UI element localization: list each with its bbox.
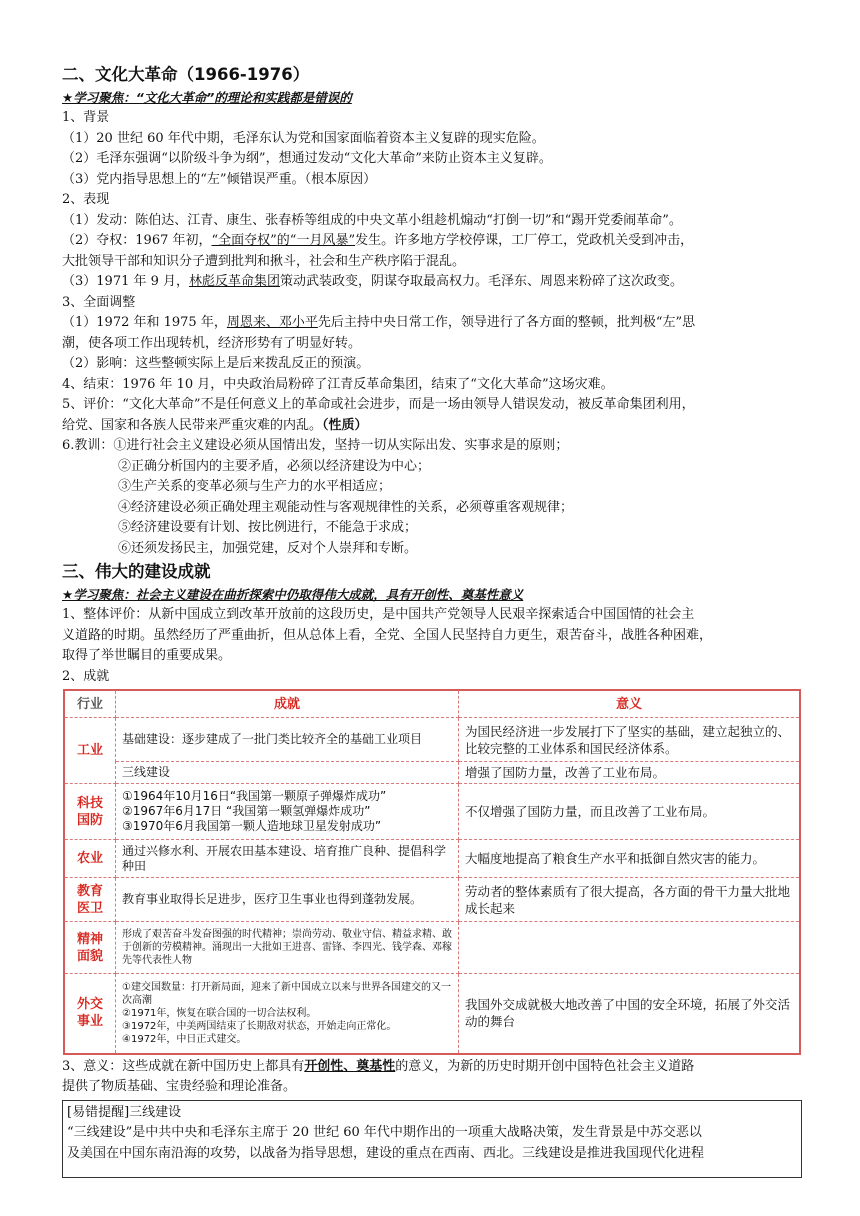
industry-cell: 科技国防 xyxy=(64,784,116,840)
background-item-2: （2）毛泽东强调“以阶级斗争为纲”，想通过发动“文化大革命”来防止资本主义复辟。 xyxy=(62,151,552,166)
achievement-cell: 三线建设 xyxy=(116,762,459,784)
achievement-line: ③1970年6月我国第一颗人造地球卫星发射成功” xyxy=(122,819,382,833)
achievement-cell xyxy=(116,784,459,840)
achievements-table xyxy=(63,689,801,1055)
table-header-row xyxy=(64,690,800,718)
table-row xyxy=(64,762,800,784)
heading-background: 1、背景 xyxy=(62,110,110,125)
study-focus-cultural-revolution: ★学习聚焦：“文化大革命”的理论和实践都是错误的 xyxy=(62,90,352,105)
achievements-heading: 2、成就 xyxy=(62,668,110,684)
section-title-cultural-revolution: 二、文化大革命（1966-1976） xyxy=(62,65,310,84)
achievement-cell: 形成了艰苦奋斗发奋图强的时代精神；崇尚劳动、敬业守信、精益求精、敢于创新的劳模精神。涌现出一大批如王进喜、雷锋、李四光、钱学森、邓稼先等代表性人物 xyxy=(116,922,459,974)
error-tip-box xyxy=(62,1100,802,1178)
ending-paragraph: 4、结束：1976 年 10 月，中央政治局粉碎了江青反革命集团，结束了“文化大革命”这场灾难。 xyxy=(62,376,614,392)
industry-cell: 农业 xyxy=(64,840,116,878)
table-row xyxy=(64,974,800,1054)
overall-evaluation-cont: 义道路的时期。虽然经历了严重曲折，但从总体上看，全党、全国人民坚持自力更生，艰苦奋斗，战胜各种困难， xyxy=(62,627,713,643)
achievement-cell: 基础建设：逐步建成了一批门类比较齐全的基础工业项目 xyxy=(116,718,459,762)
significance-cell: 劳动者的整体素质有了很大提高，各方面的骨干力量大批地成长起来 xyxy=(459,878,801,922)
table-row xyxy=(64,878,800,922)
achievement-cell: 教育事业取得长足进步，医疗卫生事业也得到蓬勃发展。 xyxy=(116,878,459,922)
significance-cell: 大幅度地提高了粮食生产水平和抵御自然灾害的能力。 xyxy=(459,840,801,878)
background-item-1: （1）20 世纪 60 年代中期，毛泽东认为党和国家面临着资本主义复辟的现实危险。 xyxy=(62,130,545,146)
header-industry: 行业 xyxy=(64,690,116,718)
significance-paragraph-cont: 提供了物质基础、宝贵经验和理论准备。 xyxy=(62,1079,297,1094)
linbiao-group-term: 林彪反革命集团 xyxy=(189,274,281,289)
achievement-line: ①建交国数量：打开新局面，迎来了新中国成立以来与世界各国建交的又一次高潮 xyxy=(122,981,451,1006)
january-storm-term: “全面夺权”的“一月风暴” xyxy=(211,233,356,248)
achievement-line: ①1964年10月16日“我国第一颗原子弹爆炸成功” xyxy=(122,789,387,803)
background-item-3: （3）党内指导思想上的“左”倾错误严重。（根本原因） xyxy=(62,171,377,187)
document-page xyxy=(62,62,802,1178)
significance-cell: 我国外交成就极大地改善了中国的安全环境，拓展了外交活动的舞台 xyxy=(459,974,801,1054)
achievement-cell xyxy=(116,974,459,1054)
achievement-cell: 通过兴修水利、开展农田基本建设、培育推广良种、提倡科学种田 xyxy=(116,840,459,878)
nature-label: （性质） xyxy=(322,417,368,433)
heading-adjustment: 3、全面调整 xyxy=(62,294,136,310)
significance-cell: 增强了国防力量，改善了工业布局。 xyxy=(459,762,801,784)
pioneering-term: 开创性、奠基性 xyxy=(304,1058,396,1074)
industry-cell: 外交事业 xyxy=(64,974,116,1054)
achievement-line: ②1967年6月17日 “我国第一颗氢弹爆炸成功” xyxy=(122,804,371,818)
header-significance: 意义 xyxy=(459,690,801,718)
lesson-item: ③生产关系的变革必须与生产力的水平相适应； xyxy=(118,479,392,494)
table-row xyxy=(64,718,800,762)
header-achievement: 成就 xyxy=(116,690,459,718)
adjustment-item-1-cont: 潮，使各项工作出现转机，经济形势有了明显好转。 xyxy=(62,335,362,351)
achievement-line: ③1972年，中美两国结束了长期敌对状态，开始走向正常化。 xyxy=(122,1020,397,1032)
manifestation-item-2-cont: 大批领导干部和知识分子遭到批判和揪斗，社会和生产秩序陷于混乱。 xyxy=(62,253,466,269)
lesson-item: ④经济建设必须正确处理主观能动性与客观规律性的关系，必须尊重客观规律； xyxy=(118,499,574,515)
significance-cell: 为国民经济进一步发展打下了坚实的基础，建立起独立的、比较完整的工业体系和国民经济体系。 xyxy=(459,718,801,762)
manifestation-item-2: （2）夺权：1967 年初，“全面夺权”的“一月风暴”发生。许多地方学校停课，工厂停工，党政机关受到冲击， xyxy=(62,233,694,248)
overall-evaluation-cont: 取得了举世瞩目的重要成果。 xyxy=(62,648,232,663)
error-tip-text: “三线建设”是中共中央和毛泽东主席于 20 世纪 60 年代中期作出的一项重大战略决策，发生背景是中苏交恶以 xyxy=(67,1125,702,1140)
evaluation-paragraph-cont: 给党、国家和各族人民带来严重灾难的内乱。（性质） xyxy=(62,417,368,433)
adjustment-item-2: （2）影响：这些整顿实际上是后来拨乱反正的预演。 xyxy=(62,356,370,371)
industry-cell: 工业 xyxy=(64,718,116,784)
manifestation-item-3: （3）1971 年 9 月，林彪反革命集团策动武装政变，阴谋夺取最高权力。毛泽东、周恩来粉碎了这次政变。 xyxy=(62,274,684,289)
evaluation-paragraph: 5、评价：“文化大革命”不是任何意义上的革命或社会进步，而是一场由领导人错误发动，被反革命集团利用， xyxy=(62,397,695,412)
error-tip-text-cont: 及美国在中国东南沿海的攻势，以战备为指导思想，建设的重点在西南、西北。三线建设是推进我国现代化进程 xyxy=(67,1145,705,1161)
industry-cell: 教育医卫 xyxy=(64,878,116,922)
significance-cell xyxy=(459,922,801,974)
overall-evaluation: 1、整体评价：从新中国成立到改革开放前的这段历史，是中国共产党领导人民艰辛探索适合中国国情的社会主 xyxy=(62,607,695,622)
lessons-heading: 6.教训：①进行社会主义建设必须从国情出发，坚持一切从实际出发、实事求是的原则； xyxy=(62,438,569,453)
significance-paragraph: 3、意义：这些成就在新中国历史上都具有开创性、奠基性的意义，为新的历史时期开创中国特色社会主义道路 xyxy=(62,1058,695,1074)
table-row xyxy=(64,840,800,878)
zhou-deng-term: 周恩来、邓小平 xyxy=(226,315,318,330)
industry-cell: 精神面貌 xyxy=(64,922,116,974)
lesson-item: ⑤经济建设要有计划、按比例进行，不能急于求成； xyxy=(118,520,418,535)
study-focus-construction: ★学习聚焦：社会主义建设在曲折探索中仍取得伟大成就，具有开创性、奠基性意义 xyxy=(62,587,524,602)
achievement-line: ④1972年，中日正式建交。 xyxy=(122,1033,247,1045)
section-title-construction: 三、伟大的建设成就 xyxy=(62,562,211,581)
error-tip-heading: [易错提醒]三线建设 xyxy=(67,1104,182,1120)
manifestation-item-1: （1）发动：陈伯达、江青、康生、张春桥等组成的中央文革小组趁机煽动“打倒一切”和“踢开党委闹革命”。 xyxy=(62,212,682,228)
achievement-line: ②1971年，恢复在联合国的一切合法权利。 xyxy=(122,1007,317,1019)
lesson-item: ②正确分析国内的主要矛盾，必须以经济建设为中心； xyxy=(118,458,431,474)
lesson-item: ⑥还须发扬民主，加强党建，反对个人崇拜和专断。 xyxy=(118,540,418,556)
table-row xyxy=(64,784,800,840)
heading-manifestation: 2、表现 xyxy=(62,192,110,207)
adjustment-item-1: （1）1972 年和 1975 年，周恩来、邓小平先后主持中央日常工作，领导进行了各方面的整顿，批判极“左”思 xyxy=(62,315,696,330)
significance-cell: 不仅增强了国防力量，而且改善了工业布局。 xyxy=(459,784,801,840)
table-row xyxy=(64,922,800,974)
